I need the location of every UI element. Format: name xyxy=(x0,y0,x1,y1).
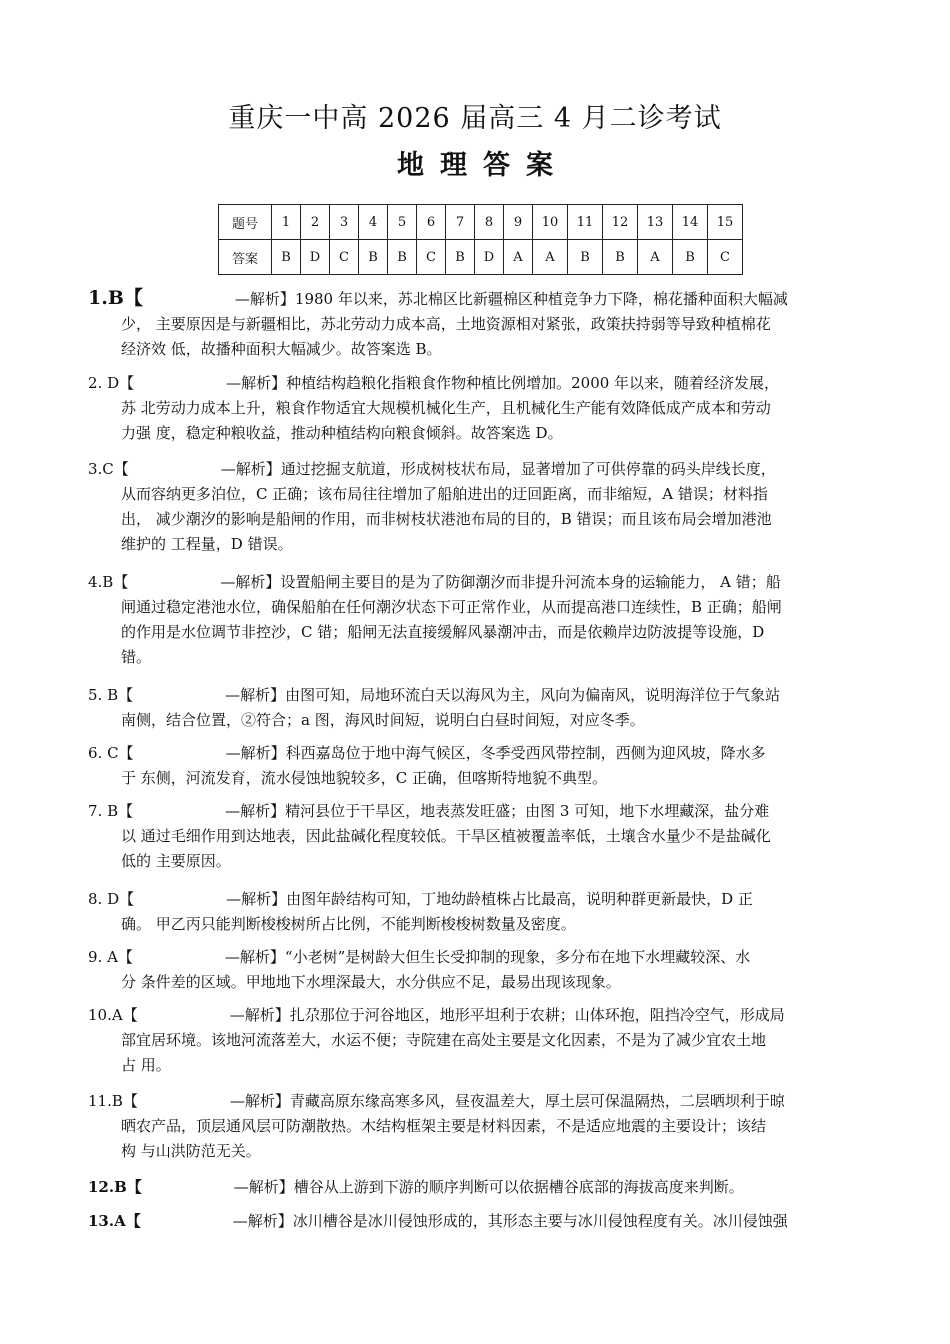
table-cell: 12 xyxy=(603,205,638,240)
explanation-line: 苏 北劳动力成本上升，粮食作物适宜大规模机械化生产，且机械化生产能有效降低成产成本和劳动 xyxy=(121,399,771,417)
explanation-line: 分 条件差的区域。甲地地下水埋深最大，水分供应不足，最易出现该现象。 xyxy=(121,973,621,991)
answer-explanation xyxy=(88,887,858,937)
explanation-line: 南侧，结合位置，②符合；a 图，海风时间短，说明白白昼时间短，对应冬季。 xyxy=(121,711,645,729)
table-cell: 3 xyxy=(330,205,359,240)
explanation-first-line xyxy=(88,570,858,595)
question-number: 5. B【 xyxy=(88,686,134,704)
question-number: 6. C【 xyxy=(88,744,134,762)
explanation-line: 以 通过毛细作用到达地表，因此盐碱化程度较低。干旱区植被覆盖率低，土壤含水量少不是盐碱化 xyxy=(121,827,771,845)
table-cell: C xyxy=(708,240,743,275)
answer-explanation xyxy=(88,945,858,995)
table-cell: 11 xyxy=(568,205,603,240)
explanation-first-line xyxy=(88,371,858,396)
answer-explanation xyxy=(88,457,858,557)
table-row-answers xyxy=(219,240,743,275)
table-header-answer: 答案 xyxy=(219,240,272,275)
table-cell: B xyxy=(359,240,388,275)
explanation-text: —解析】1980 年以来，苏北棉区比新疆棉区种植竞争力下降，棉花播种面积大幅减 xyxy=(234,290,788,308)
table-cell: B xyxy=(673,240,708,275)
page-title: 重庆一中高 2026 届高三 4 月二诊考试 xyxy=(228,103,722,134)
explanation-first-line xyxy=(88,887,858,912)
table-cell: 6 xyxy=(417,205,446,240)
explanation-line: 少， 主要原因是与新疆相比，苏北劳动力成本高，土地资源相对紧张，政策扶持弱等导致种植棉花 xyxy=(121,315,771,333)
table-row-numbers xyxy=(219,205,743,240)
table-cell: C xyxy=(330,240,359,275)
table-cell: 4 xyxy=(359,205,388,240)
table-cell: D xyxy=(301,240,330,275)
answer-explanation xyxy=(88,286,858,362)
table-cell: A xyxy=(533,240,568,275)
explanation-text: —解析】通过挖掘支航道，形成树枝状布局，显著增加了可供停靠的码头岸线长度， xyxy=(220,460,776,478)
question-number: 7. B【 xyxy=(88,802,134,820)
explanation-first-line xyxy=(88,1175,858,1200)
explanation-first-line xyxy=(88,457,858,482)
answer-explanation xyxy=(88,1175,858,1200)
explanation-line: 的作用是水位调节非控沙，C 错；船闸无法直接缓解风暴潮冲击，而是依赖岸边防波提等设施，D xyxy=(121,623,765,641)
table-cell: 1 xyxy=(272,205,301,240)
explanation-first-line xyxy=(88,799,858,824)
explanation-line: 从而容纳更多泊位，C 正确；该布局往往增加了船舶进出的迂回距离，而非缩短，A 错误；材料指 xyxy=(121,485,768,503)
table-cell: 7 xyxy=(446,205,475,240)
question-number: 12.B【 xyxy=(88,1178,142,1196)
explanation-text: —解析】“小老树”是树龄大但生长受抑制的现象，多分布在地下水埋藏较深、水 xyxy=(224,948,751,966)
table-cell: 5 xyxy=(388,205,417,240)
explanation-line: 闸通过稳定港池水位，确保船舶在任何潮汐状态下可正常作业，从而提高港口连续性，B 正确；船闸 xyxy=(121,598,782,616)
explanation-first-line xyxy=(88,741,858,766)
table-cell: A xyxy=(504,240,533,275)
explanation-first-line xyxy=(88,945,858,970)
answer-table xyxy=(218,204,743,275)
explanation-line: 晒农产品，顶层通风层可防潮散热。木结构框架主要是材料因素，不是适应地震的主要设计；该结 xyxy=(121,1117,767,1135)
explanation-line: 于 东侧，河流发育，流水侵蚀地貌较多，C 正确，但喀斯特地貌不典型。 xyxy=(121,769,608,787)
table-cell: 10 xyxy=(533,205,568,240)
answer-explanation xyxy=(88,371,858,446)
explanation-text: —解析】种植结构趋粮化指粮食作物种植比例增加。2000 年以来，随着经济发展， xyxy=(226,374,780,392)
explanation-line: 力强 度，稳定种粮收益，推动种植结构向粮食倾斜。故答案选 D。 xyxy=(121,424,563,442)
table-header-number: 题号 xyxy=(219,205,272,240)
explanation-text: —解析】精河县位于干旱区，地表蒸发旺盛；由图 3 可知，地下水埋藏深，盐分难 xyxy=(225,802,770,820)
explanation-first-line xyxy=(88,286,858,312)
answer-explanation xyxy=(88,741,858,791)
table-cell: C xyxy=(417,240,446,275)
table-cell: B xyxy=(272,240,301,275)
explanation-first-line xyxy=(88,1209,858,1234)
table-cell: 9 xyxy=(504,205,533,240)
explanation-line: 出， 减少潮汐的影响是船闸的作用，而非树枝状港池布局的目的，B 错误；而且该布局会增加港池 xyxy=(121,510,772,528)
question-number: 1.B【 xyxy=(88,287,143,309)
answer-explanation xyxy=(88,683,858,733)
answer-explanation xyxy=(88,1003,858,1078)
explanation-first-line xyxy=(88,683,858,708)
explanation-text: —解析】由图年龄结构可知，丁地幼龄植株占比最高，说明种群更新最快，D 正 xyxy=(226,890,753,908)
explanation-text: —解析】槽谷从上游到下游的顺序判断可以依据槽谷底部的海拔高度来判断。 xyxy=(233,1178,744,1196)
table-cell: 15 xyxy=(708,205,743,240)
explanation-line: 占 用。 xyxy=(121,1056,171,1074)
answer-explanation xyxy=(88,570,858,670)
explanation-line: 错。 xyxy=(121,648,152,666)
explanation-line: 低的 主要原因。 xyxy=(121,852,231,870)
table-cell: 13 xyxy=(638,205,673,240)
question-number: 2. D【 xyxy=(88,374,135,392)
table-cell: B xyxy=(603,240,638,275)
explanation-line: 维护的 工程量，D 错误。 xyxy=(121,535,293,553)
table-cell: A xyxy=(638,240,673,275)
table-cell: D xyxy=(475,240,504,275)
table-cell: 2 xyxy=(301,205,330,240)
question-number: 13.A【 xyxy=(88,1212,141,1230)
table-cell: B xyxy=(568,240,603,275)
explanation-line: 构 与山洪防范无关。 xyxy=(121,1142,261,1160)
question-number: 11.B【 xyxy=(88,1092,138,1110)
answer-explanation xyxy=(88,1209,858,1234)
question-number: 10.A【 xyxy=(88,1006,138,1024)
explanation-text: —解析】冰川槽谷是冰川侵蚀形成的，其形态主要与冰川侵蚀程度有关。冰川侵蚀强 xyxy=(232,1212,788,1230)
answer-explanation xyxy=(88,799,858,874)
explanation-text: —解析】扎尕那位于河谷地区，地形平坦利于农耕；山体环抱，阻挡冷空气，形成局 xyxy=(229,1006,785,1024)
explanation-text: —解析】设置船闸主要目的是为了防御潮汐而非提升河流本身的运输能力， A 错；船 xyxy=(220,573,781,591)
table-cell: 8 xyxy=(475,205,504,240)
question-number: 8. D【 xyxy=(88,890,135,908)
explanation-line: 部宜居环境。该地河流落差大，水运不便；寺院建在高处主要是文化因素，不是为了减少宜农土地 xyxy=(121,1031,767,1049)
question-number: 3.C【 xyxy=(88,460,129,478)
explanation-line: 确。 甲乙丙只能判断梭梭树所占比例，不能判断梭梭树数量及密度。 xyxy=(121,915,576,933)
question-number: 4.B【 xyxy=(88,573,129,591)
explanation-line: 经济效 低，故播种面积大幅减少。故答案选 B。 xyxy=(121,340,442,358)
table-cell: B xyxy=(446,240,475,275)
answer-explanation xyxy=(88,1089,858,1164)
explanation-text: —解析】由图可知，局地环流白天以海风为主，风向为偏南风，说明海洋位于气象站 xyxy=(225,686,781,704)
explanation-text: —解析】青藏高原东缘高寒多风，昼夜温差大，厚土层可保温隔热，二层晒坝利于晾 xyxy=(229,1092,785,1110)
page-subtitle: 地理答案 xyxy=(397,150,569,181)
table-cell: 14 xyxy=(673,205,708,240)
explanation-first-line xyxy=(88,1003,858,1028)
table-cell: B xyxy=(388,240,417,275)
explanation-first-line xyxy=(88,1089,858,1114)
explanation-text: —解析】科西嘉岛位于地中海气候区，冬季受西风带控制，西侧为迎风坡，降水多 xyxy=(225,744,766,762)
question-number: 9. A【 xyxy=(88,948,133,966)
